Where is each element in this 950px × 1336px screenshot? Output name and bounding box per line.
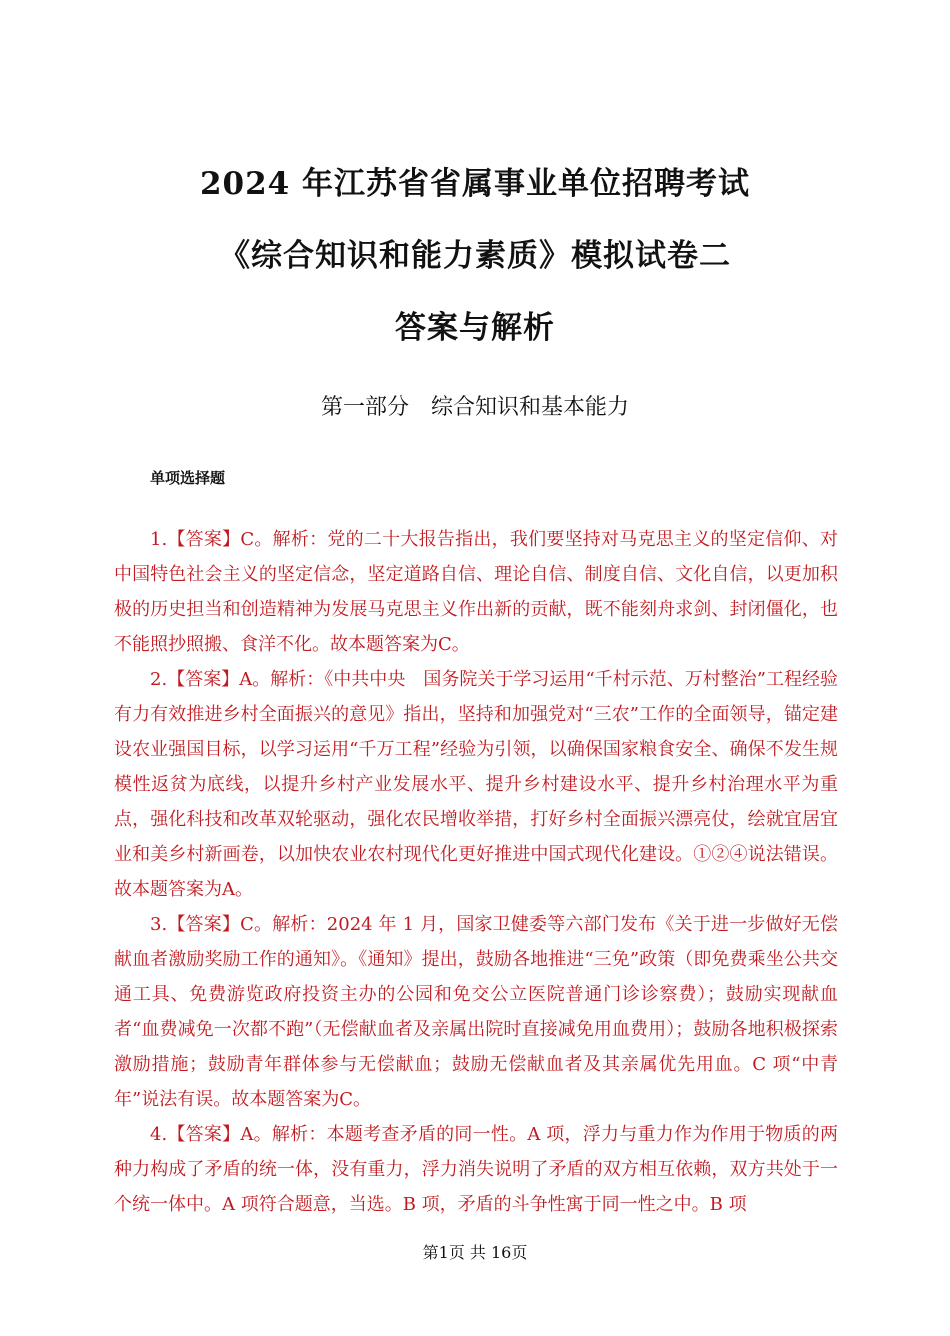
part-heading: 第一部分 综合知识和基本能力 [320, 395, 629, 420]
title-line-2: 《综合知识和能力素质》模拟试卷二 [219, 238, 731, 274]
answer-item-2: 2.【答案】A。解析：《中共中央 国务院关于学习运用“千村示范、万村整治”工程经验有力有效推进乡村全面振兴的意见》指出，坚持和加强党对“三农”工作的全面领导，锚定建设农业强国目标，以学习运用“千万工程”经验为引领，以确保国家粮食安全、确保不发生规模性返贫为底线，以提升乡村产业发展水平、提升乡村建设水平、提升乡村治理水平为重点，强化科技和改革双轮驱动，强化农民增收举措，打好乡村全面振兴漂亮仗，绘就宜居宜业和美乡村新画卷，以加快农业农村现代化更好推进中国式现代化建设。①②④说法错误。故本题答案为A。 [114, 669, 838, 900]
answer-item-1: 1.【答案】C。解析：党的二十大报告指出，我们要坚持对马克思主义的坚定信仰、对中国特色社会主义的坚定信念，坚定道路自信、理论自信、制度自信、文化自信，以更加积极的历史担当和创造精神为发展马克思主义作出新的贡献，既不能刻舟求剑、封闭僵化，也不能照抄照搬、食洋不化。故本题答案为C。 [114, 529, 838, 655]
title-line-1: 2024 年江苏省省属事业单位招聘考试 [199, 166, 751, 202]
title-line-3: 答案与解析 [395, 310, 555, 346]
section-heading: 单项选择题 [150, 469, 226, 487]
answers-list [114, 522, 838, 1222]
answer-item-3: 3.【答案】C。解析：2024 年 1 月，国家卫健委等六部门发布《关于进一步做好无偿献血者激励奖励工作的通知》。《通知》提出，鼓励各地推进“三免”政策（即免费乘坐公共交通工具、免费游览政府投资主办的公园和免交公立医院普通门诊诊察费）；鼓励实现献血者“血费减免一次都不跑”（无偿献血者及亲属出院时直接减免用血费用）；鼓励各地积极探索激励措施；鼓励青年群体参与无偿献血；鼓励无偿献血者及其亲属优先用血。C 项“中青年”说法有误。故本题答案为C。 [114, 914, 838, 1110]
answer-item-4: 4.【答案】A。解析：本题考查矛盾的同一性。A 项，浮力与重力作为作用于物质的两种力构成了矛盾的统一体，没有重力，浮力消失说明了矛盾的双方相互依赖，双方共处于一个统一体中。A 项符合题意，当选。B 项，矛盾的斗争性寓于同一性之中。B 项 [114, 1124, 838, 1215]
page-footer: 第1页 共 16页 [422, 1243, 528, 1262]
